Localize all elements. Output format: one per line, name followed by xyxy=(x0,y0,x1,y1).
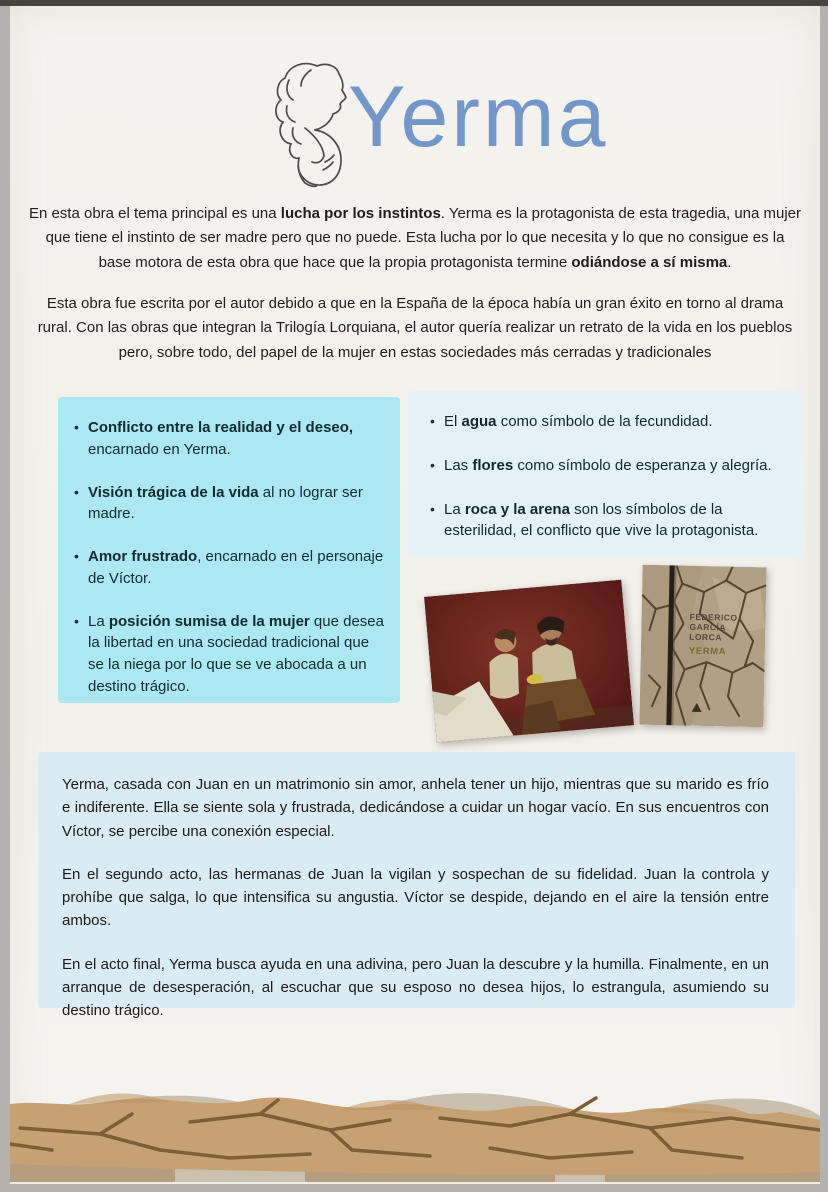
summary-box xyxy=(38,752,795,1019)
notes-page xyxy=(10,6,820,1184)
theme-item: • Conflicto entre la realidad y el deseo, encarnado en Yerma. xyxy=(72,417,384,461)
intro-paragraph-1: En esta obra el tema principal es una lucha por los instintos. Yerma es la protagonista de esta tragedia, una mujer que tiene el instinto de ser madre pero que no puede. Esta lucha por lo que necesita y lo que no consigue es la base motora de esta obra que hace que la propia protagonista termine odiándose a sí misma. xyxy=(28,205,802,271)
page-header xyxy=(10,46,820,196)
book-cover-author-line: LORCA xyxy=(689,631,723,643)
symbols-panel xyxy=(408,391,804,557)
intro-paragraph-2: Esta obra fue escrita por el autor debido a que en la España de la época había un gran éxito en torno al drama rural. Con las obras que integran la Trilogía Lorquiana, el autor quería realizar un retrato de la vida en los pueblos pero, sobre todo, del papel de la mujer en estas sociedades más cerradas y tradicionales xyxy=(37,295,793,361)
summary-paragraph-1: Yerma, casada con Juan en un matrimonio sin amor, anhela tener un hijo, mientras que su marido es frío e indiferente. Ella se siente sola y frustrada, dedicándose a cuidar un hogar vacío. En sus encuentros con Víctor, se percibe una conexión especial. xyxy=(62,776,769,840)
book-cover-title: YERMA xyxy=(688,645,727,658)
symbols-list xyxy=(408,391,804,554)
summary-paragraph-2: En el segundo acto, las hermanas de Juan la vigilan y sospechan de su fidelidad. Juan la controla y prohíbe que salga, lo que intensifica su angustia. Víctor se despide, dejando en el aire la tensión entre ambos. xyxy=(62,865,769,930)
scan-edge-top xyxy=(0,0,828,6)
book-cover-author-line: FEDERICO xyxy=(689,611,738,623)
themes-list xyxy=(58,397,400,712)
book-cover-author-line: GARCÍA xyxy=(689,621,727,633)
page-title: Yerma xyxy=(348,69,609,165)
symbol-item: • La roca y la arena son los símbolos de la esterilidad, el conflicto que vive la protagonista. xyxy=(428,499,792,543)
theme-item: • Visión trágica de la vida al no lograr ser madre. xyxy=(72,482,384,526)
symbol-item: • El agua como símbolo de la fecundidad. xyxy=(428,411,792,433)
desert-footer-illustration xyxy=(10,1056,820,1182)
book-cover-image xyxy=(639,565,766,728)
pregnant-woman-illustration xyxy=(265,58,360,190)
theme-item: • La posición sumisa de la mujer que desea la libertad en una sociedad tradicional que se la niega por lo que se ve abocada a un destino trágico. xyxy=(72,611,384,698)
summary-paragraph-3: En el acto final, Yerma busca ayuda en una adivina, pero Juan la descubre y la humilla. Finalmente, en un arranque de desesperación, al escuchar que su esposo no desea hijos, lo estrangula, asumiendo su destino trágico. xyxy=(62,955,769,1019)
theater-scene-photo xyxy=(424,580,634,743)
themes-box xyxy=(58,397,400,703)
symbol-item: • Las flores como símbolo de esperanza y alegría. xyxy=(428,455,792,477)
theme-item: • Amor frustrado, encarnado en el personaje de Víctor. xyxy=(72,546,384,590)
